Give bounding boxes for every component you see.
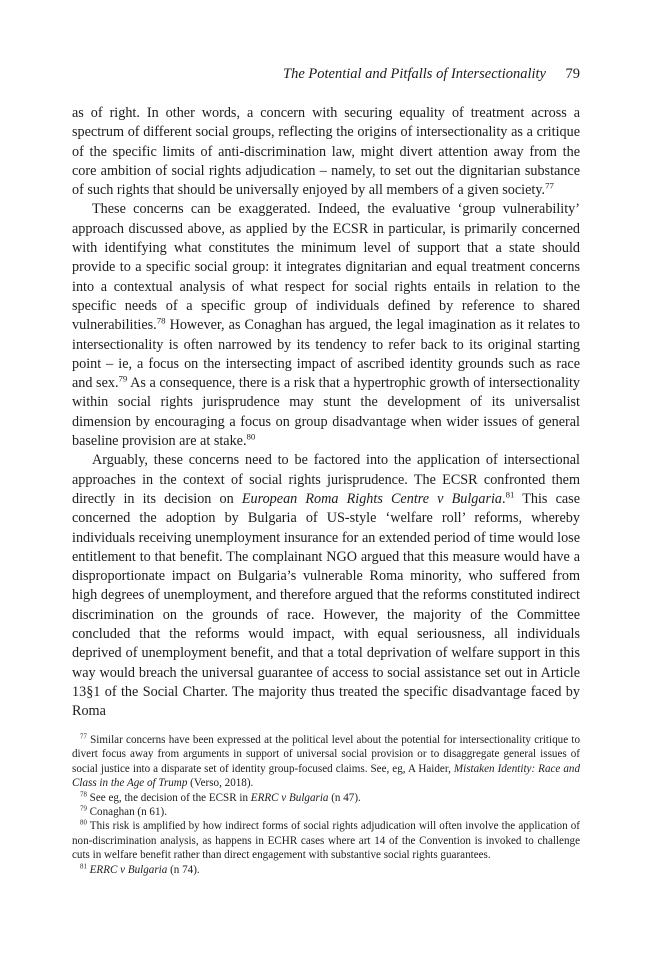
footnote	[72, 791, 580, 805]
text-run: (n 74).	[167, 863, 200, 876]
text-run: These concerns can be exaggerated. Indeed, the evaluative ‘group vulnerability’ approach discussed above, as applied by the ECSR in particular, is primarily concerned with identifying what constitutes the minimum level of support that a state should provide to a specific social group: it integrates dignitarian and equal treatment concerns into a contextual analysis of what respect for social rights entails in relation to the specific needs of a specific group of individuals defined by reference to shared vulnerabilities.	[72, 201, 580, 334]
text-run: Conaghan (n 61).	[86, 806, 167, 819]
footnote-marker: 78	[80, 790, 87, 798]
running-header	[72, 66, 580, 86]
italic-text: ERRC v Bulgaria	[89, 863, 168, 876]
footnote-marker: 80	[80, 819, 87, 827]
footnote-marker: 80	[246, 431, 256, 442]
footnote-marker: 79	[118, 373, 128, 384]
footnote-marker: 77	[545, 180, 554, 191]
running-title: The Potential and Pitfalls of Intersectionality	[283, 66, 546, 82]
footnote	[72, 819, 580, 862]
paragraph	[72, 451, 580, 721]
text-run: (n 47).	[328, 791, 361, 804]
footnote-marker: 81	[505, 489, 515, 500]
footnote	[72, 733, 580, 791]
footnote-marker: 81	[80, 862, 87, 870]
footnote-marker: 78	[156, 315, 166, 326]
italic-text: ERRC v Bulgaria	[250, 791, 329, 804]
italic-text: European Roma Rights Centre v Bulgaria	[241, 490, 503, 507]
footnote-marker: 77	[80, 733, 87, 741]
text-run: See eg, the decision of the ECSR in	[86, 791, 251, 804]
text-run: Arguably, these concerns need to be factored into the application of intersectional approaches in the context of social rights jurisprudence. The ECSR confronted them directly in its decision on	[72, 452, 580, 507]
text-run: Similar concerns have been expressed at the political level about the potential for intersectionality critique to divert focus away from arguments in support of universal social provision or to disaggregate general issues of social justice into a disparate set of identity group-focused claims. See, eg, A Haider,	[72, 734, 580, 775]
text-run: However, as Conaghan has argued, the legal imagination as it relates to intersectionality is often narrowed by its tendency to refer back to its original starting point – ie, a focus on the intersecting impact of ascribed identity grounds such as race and sex.	[72, 317, 580, 392]
text-run: as of right. In other words, a concern with securing equality of treatment across a spectrum of different social groups, reflecting the origins of intersectionality as a critique of the specific limits of anti-discrimination law, might divert attention away from the core ambition of social rights adjudication – namely, to set out the dignitarian substance of such rights that should be universally enjoyed by all members of a given society.	[72, 105, 580, 199]
text-run: (Verso, 2018).	[187, 777, 254, 790]
text-run: As a consequence, there is a risk that a hypertrophic growth of intersectionality within social rights jurisprudence may stunt the development of its universalist dimension by encouraging a focus on group disadvantage when wider issues of general baseline provision are at stake.	[72, 375, 580, 450]
footnote	[72, 863, 580, 877]
footnote-marker: 79	[80, 805, 87, 813]
footnote	[72, 805, 580, 819]
footnotes	[72, 733, 580, 877]
text-run: This case concerned the adoption by Bulgaria of US-style ‘welfare roll’ reforms, whereby individuals receiving unemployment insurance for an extended period of time would lose entitlement to that benefit. The complainant NGO argued that this measure would have a disproportionate impact on Bulgaria’s vulnerable Roma minority, who suffered from high degrees of unemployment, and therefore argued that the reforms constituted indirect discrimination on the grounds of race. However, the majority of the Committee concluded that the reforms would impact, with equal seriousness, all individuals deprived of unemployment benefit, and that a total deprivation of welfare support in this way would breach the universal guarantee of access to social assistance set out in Article 13§1 of the Social Charter. The majority thus treated the specific disadvantage faced by Roma	[72, 490, 580, 720]
paragraph	[72, 200, 580, 451]
italic-text: Mistaken Identity: Race and Class in the Age of Trump	[72, 762, 580, 790]
paragraph	[72, 104, 580, 200]
page-number: 79	[565, 66, 580, 82]
text-run: .	[502, 490, 506, 507]
text-run: This risk is amplified by how indirect forms of social rights adjudication will often involve the application of non-discrimination analysis, as happens in ECHR cases where art 14 of the Convention is invoked to challenge cuts in welfare benefit rather than direct engagement with substantive social rights guarantees.	[72, 820, 580, 862]
body-text	[72, 104, 580, 722]
